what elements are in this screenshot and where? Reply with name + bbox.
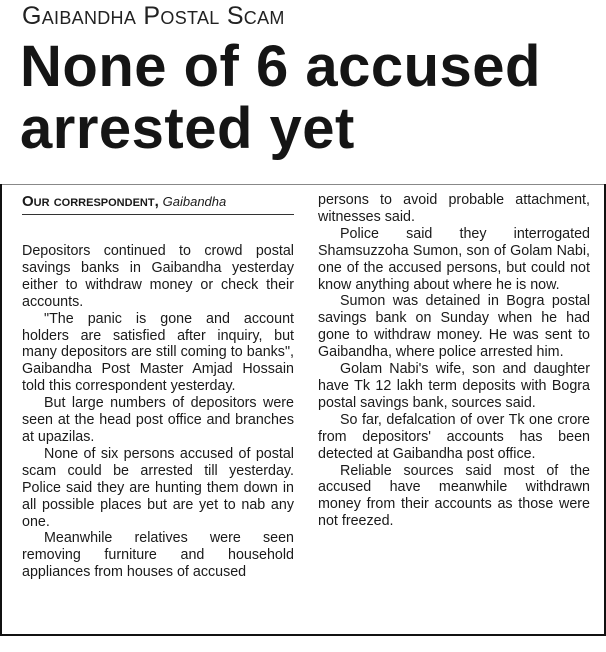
frame-left-border [0, 184, 2, 636]
header-divider [0, 184, 606, 185]
article-column-left [22, 192, 294, 581]
paragraph: So far, defalcation of over Tk one crore from depositors' accounts has been detected at Gaibandha post office. [318, 411, 590, 462]
paragraph: Golam Nabi's wife, son and daughter have Tk 12 lakh term deposits with Bogra postal savings bank, sources said. [318, 361, 590, 411]
paragraph: Depositors continued to crowd postal savings banks in Gaibandha yesterday either to withdraw money or check their accounts. [22, 243, 294, 310]
article-column-right [318, 192, 590, 530]
frame-bottom-border [0, 634, 606, 636]
article-kicker: Gaibandha Postal Scam [22, 2, 285, 30]
paragraph: None of six persons accused of postal scam could be arrested till yesterday. Police said they are hunting them down in all possible places but are yet to nab any one. [22, 445, 294, 530]
paragraph: But large numbers of depositors were seen at the head post office and branches at upazilas. [22, 395, 294, 445]
paragraph: Sumon was detained in Bogra postal savings bank on Sunday when he had gone to withdraw money. He was sent to Gaibandha, where police arrested him. [318, 293, 590, 361]
byline [22, 192, 294, 215]
paragraph: Reliable sources said most of the accused have meanwhile withdrawn money from their accounts as those were not freezed. [318, 462, 590, 530]
paragraph: Police said they interrogated Shamsuzzoha Sumon, son of Golam Nabi, one of the accused persons, but could not know anything about where he is now. [318, 225, 590, 293]
article-headline: None of 6 accused arrested yet [20, 34, 541, 161]
paragraph: Meanwhile relatives were seen removing furniture and household appliances from houses of accused [22, 530, 294, 581]
byline-org: Our correspondent, [22, 193, 159, 210]
byline-place: Gaibandha [162, 194, 227, 209]
paragraph: "The panic is gone and account holders are satisfied after inquiry, but many depositors are still coming to banks", Gaibandha Post Master Amjad Hossain told this correspondent yesterday. [22, 310, 294, 395]
paragraph: persons to avoid probable attachment, witnesses said. [318, 192, 590, 225]
